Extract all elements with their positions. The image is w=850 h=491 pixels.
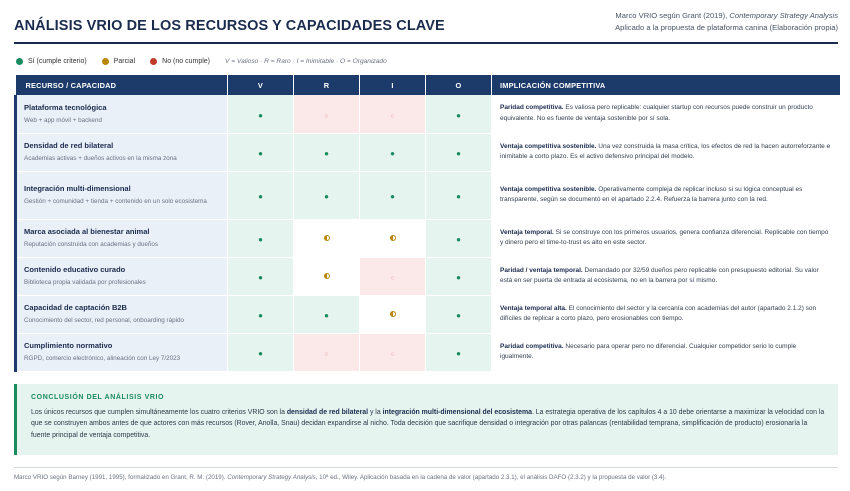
legend-no-dot-icon	[150, 58, 157, 65]
criterion-cell-r	[294, 133, 360, 171]
table-row	[16, 95, 840, 133]
yes-dot-icon: ●	[324, 149, 329, 158]
criterion-cell-o	[426, 257, 492, 295]
criterion-cell-i	[360, 295, 426, 333]
criterion-cell-r	[294, 295, 360, 333]
resource-cell	[16, 333, 228, 371]
yes-dot-icon: ●	[456, 149, 461, 158]
criterion-cell-o	[426, 95, 492, 133]
yes-dot-icon: ●	[456, 311, 461, 320]
implication-cell	[492, 95, 840, 133]
implication-verdict: Paridad competitiva.	[500, 342, 564, 350]
partial-half-circle-icon	[390, 311, 396, 317]
conclusion-box	[14, 384, 838, 455]
footer-citation-pre: Marco VRIO según Barney (1991, 1995), formalizado en Grant, R. M. (2019).	[14, 474, 228, 481]
yes-dot-icon: ●	[390, 149, 395, 158]
implication-verdict: Ventaja competitiva sostenible.	[500, 142, 597, 150]
yes-dot-icon: ●	[258, 149, 263, 158]
implication-verdict: Ventaja temporal.	[500, 228, 554, 236]
legend-item-no	[150, 58, 210, 65]
no-empty-circle-icon: ○	[324, 351, 329, 358]
resource-description: Biblioteca propia validada por profesionales	[24, 279, 146, 286]
partial-half-circle-icon	[390, 235, 396, 241]
subtitle-source: Marco VRIO según Grant (2019),	[615, 11, 730, 20]
table-row	[16, 133, 840, 171]
yes-dot-icon: ●	[456, 235, 461, 244]
resource-description: Academias activas + dueños activos en la misma zona	[24, 155, 177, 162]
implication-cell	[492, 257, 840, 295]
criterion-cell-i	[360, 219, 426, 257]
implication-explanation: Si se construye con los primeros usuarios, genera confianza diferencial. Replicable con tiempo y dinero pero el time-to-trust es alto en este sector.	[500, 228, 829, 246]
no-empty-circle-icon: ○	[324, 112, 329, 120]
subtitle-book-title: Contemporary Strategy Analysis	[729, 11, 838, 20]
conclusion-bold-1: densidad de red bilateral	[286, 409, 369, 416]
yes-dot-icon: ●	[258, 311, 263, 320]
page-title: ANÁLISIS VRIO DE LOS RECURSOS Y CAPACIDADES CLAVE	[14, 18, 445, 34]
resource-description: Conocimiento del sector, red personal, onboarding rápido	[24, 317, 184, 324]
criterion-cell-i	[360, 95, 426, 133]
column-header-i: I	[360, 75, 426, 95]
resource-name: Capacidad de captación B2B	[24, 303, 127, 312]
vrio-table-body	[16, 95, 840, 371]
criterion-cell-o	[426, 333, 492, 371]
legend-item-yes	[16, 58, 87, 65]
criterion-cell-r	[294, 219, 360, 257]
column-header-r: R	[294, 75, 360, 95]
implication-explanation: Operativamente compleja de replicar incluso si su lógica conceptual es transparente, según se documentó en el apartado 2.2.4. Refuerza la barrera junto con la red.	[500, 185, 803, 203]
footer-citation-post: , 10ª ed., Wiley. Aplicación basada en la cadena de valor (apartado 2.3.1), el análisis DAFO (2.3.2) y la propuesta de valor (3.4).	[315, 474, 667, 481]
criterion-cell-v	[228, 257, 294, 295]
column-header-o: O	[426, 75, 492, 95]
implication-explanation: Demandado por 32/59 dueños pero replicable con presupuesto editorial. Su valor está en ser puerta de entrada al ecosistema, no en la barrera por sí mismo.	[500, 266, 819, 284]
resource-name: Plataforma tecnológica	[24, 102, 107, 112]
yes-dot-icon: ●	[258, 349, 263, 358]
subtitle-application: Aplicado a la propuesta de plataforma canina (Elaboración propia)	[615, 22, 838, 32]
vrio-table	[14, 75, 840, 372]
legend-item-partial	[102, 58, 135, 65]
resource-cell	[16, 171, 228, 219]
partial-half-circle-icon	[324, 235, 330, 241]
partial-half-circle-icon	[324, 273, 330, 279]
resource-cell	[16, 295, 228, 333]
yes-dot-icon: ●	[456, 110, 461, 120]
header	[14, 10, 838, 42]
resource-cell	[16, 95, 228, 133]
implication-cell	[492, 295, 840, 333]
column-header-resource: RECURSO / CAPACIDAD	[16, 75, 228, 95]
criterion-cell-r	[294, 95, 360, 133]
conclusion-bold-2: integración multi-dimensional del ecosistema	[382, 409, 532, 416]
legend-partial-dot-icon	[102, 58, 109, 65]
table-row	[16, 171, 840, 219]
resource-description: Web + app móvil + backend	[24, 116, 102, 124]
criterion-cell-o	[426, 295, 492, 333]
criterion-cell-r	[294, 333, 360, 371]
conclusion-part-1: Los únicos recursos que cumplen simultáneamente los cuatro criterios VRIO son la	[31, 409, 287, 416]
footer-citation-book: Contemporary Strategy Analysis	[227, 474, 316, 481]
conclusion-title: CONCLUSIÓN DEL ANÁLISIS VRIO	[31, 394, 165, 401]
implication-verdict: Ventaja competitiva sostenible.	[500, 185, 597, 193]
footer-divider	[14, 467, 838, 468]
conclusion-part-2: y la	[368, 409, 383, 416]
resource-description: Reputación construida con academias y dueños	[24, 241, 159, 248]
resource-cell	[16, 219, 228, 257]
column-header-v: V	[228, 75, 294, 95]
implication-verdict: Ventaja temporal alta.	[500, 304, 567, 312]
legend-yes-dot-icon	[16, 58, 23, 65]
criterion-cell-v	[228, 295, 294, 333]
no-empty-circle-icon: ○	[390, 112, 395, 120]
resource-cell	[16, 257, 228, 295]
yes-dot-icon: ●	[456, 273, 461, 282]
criterion-cell-v	[228, 219, 294, 257]
yes-dot-icon: ●	[456, 192, 461, 201]
conclusion-text	[31, 407, 826, 441]
criterion-cell-v	[228, 171, 294, 219]
implication-explanation: Necesario para operar pero no diferencial. Cualquier competidor serio lo cumple igualmente.	[500, 342, 797, 360]
yes-dot-icon: ●	[456, 349, 461, 358]
resource-name: Densidad de red bilateral	[24, 141, 114, 150]
legend-partial-label: Parcial	[113, 57, 136, 65]
legend-criteria-key: V = Valioso · R = Raro · I = Inimitable · O = Organizado	[225, 57, 387, 65]
criterion-cell-i	[360, 257, 426, 295]
table-row	[16, 257, 840, 295]
implication-cell	[492, 333, 840, 371]
resource-description: RGPD, comercio electrónico, alineación con Ley 7/2023	[24, 355, 181, 362]
criterion-cell-i	[360, 133, 426, 171]
table-row	[16, 219, 840, 257]
header-divider	[14, 42, 838, 44]
criterion-cell-r	[294, 171, 360, 219]
implication-cell	[492, 219, 840, 257]
column-header-implication: IMPLICACIÓN COMPETITIVA	[492, 75, 840, 95]
implication-verdict: Paridad / ventaja temporal.	[500, 266, 583, 274]
yes-dot-icon: ●	[258, 192, 263, 201]
no-empty-circle-icon: ○	[390, 275, 395, 282]
implication-verdict: Paridad competitiva.	[500, 104, 564, 112]
criterion-cell-r	[294, 257, 360, 295]
legend-yes-label: Sí (cumple criterio)	[28, 57, 87, 65]
resource-name: Cumplimiento normativo	[24, 341, 113, 350]
legend-no-label: No (no cumple)	[162, 57, 210, 65]
table-row	[16, 295, 840, 333]
yes-dot-icon: ●	[390, 192, 395, 201]
criterion-cell-i	[360, 171, 426, 219]
footer-citation	[14, 474, 666, 481]
yes-dot-icon: ●	[258, 235, 263, 244]
yes-dot-icon: ●	[324, 311, 329, 320]
implication-explanation: Una vez construida la masa crítica, los efectos de red la hacen autorreforzante e inimitable a corto plazo. Es el activo defensivo principal del modelo.	[500, 142, 831, 160]
conclusion-part-3: . La estrategia operativa de los capítulos 4 a 10 debe orientarse a maximizar la velocidad con la que se construyen ambos antes de que actores con más recursos (Rover, Anolla, Snau) decidan expandirse al nicho. Toda decisión que sacrifique densidad o integración por otras palancas (rentabilidad temprana, simplificación de producto) erosionaría la fuente principal de ventaja competitiva.	[31, 409, 825, 439]
resource-cell	[16, 133, 228, 171]
resource-name: Marca asociada al bienestar animal	[24, 227, 150, 236]
yes-dot-icon: ●	[258, 273, 263, 282]
resource-name: Contenido educativo curado	[24, 265, 126, 274]
criterion-cell-v	[228, 95, 294, 133]
resource-name: Integración multi-dimensional	[24, 184, 131, 193]
implication-explanation: El conocimiento del sector y la cercanía con academias del autor (apartado 2.1.2) son difíciles de replicar a corto plazo, pero erosionables con tiempo.	[500, 304, 817, 322]
no-empty-circle-icon: ○	[390, 351, 395, 358]
table-header-row	[16, 75, 840, 95]
implication-cell	[492, 133, 840, 171]
criterion-cell-o	[426, 171, 492, 219]
resource-description: Gestión + comunidad + tienda + contenido en un solo ecosistema	[24, 198, 207, 205]
criterion-cell-v	[228, 333, 294, 371]
criterion-cell-o	[426, 219, 492, 257]
yes-dot-icon: ●	[324, 192, 329, 201]
yes-dot-icon: ●	[258, 110, 263, 120]
implication-explanation: Es valiosa pero replicable: cualquier startup con recursos puede construir un producto equivalente. No es fuente de ventaja sostenible por sí sola.	[500, 104, 813, 122]
criterion-cell-o	[426, 133, 492, 171]
page-subtitle	[615, 10, 838, 33]
table-row	[16, 333, 840, 371]
legend	[16, 55, 387, 67]
implication-cell	[492, 171, 840, 219]
criterion-cell-v	[228, 133, 294, 171]
criterion-cell-i	[360, 333, 426, 371]
